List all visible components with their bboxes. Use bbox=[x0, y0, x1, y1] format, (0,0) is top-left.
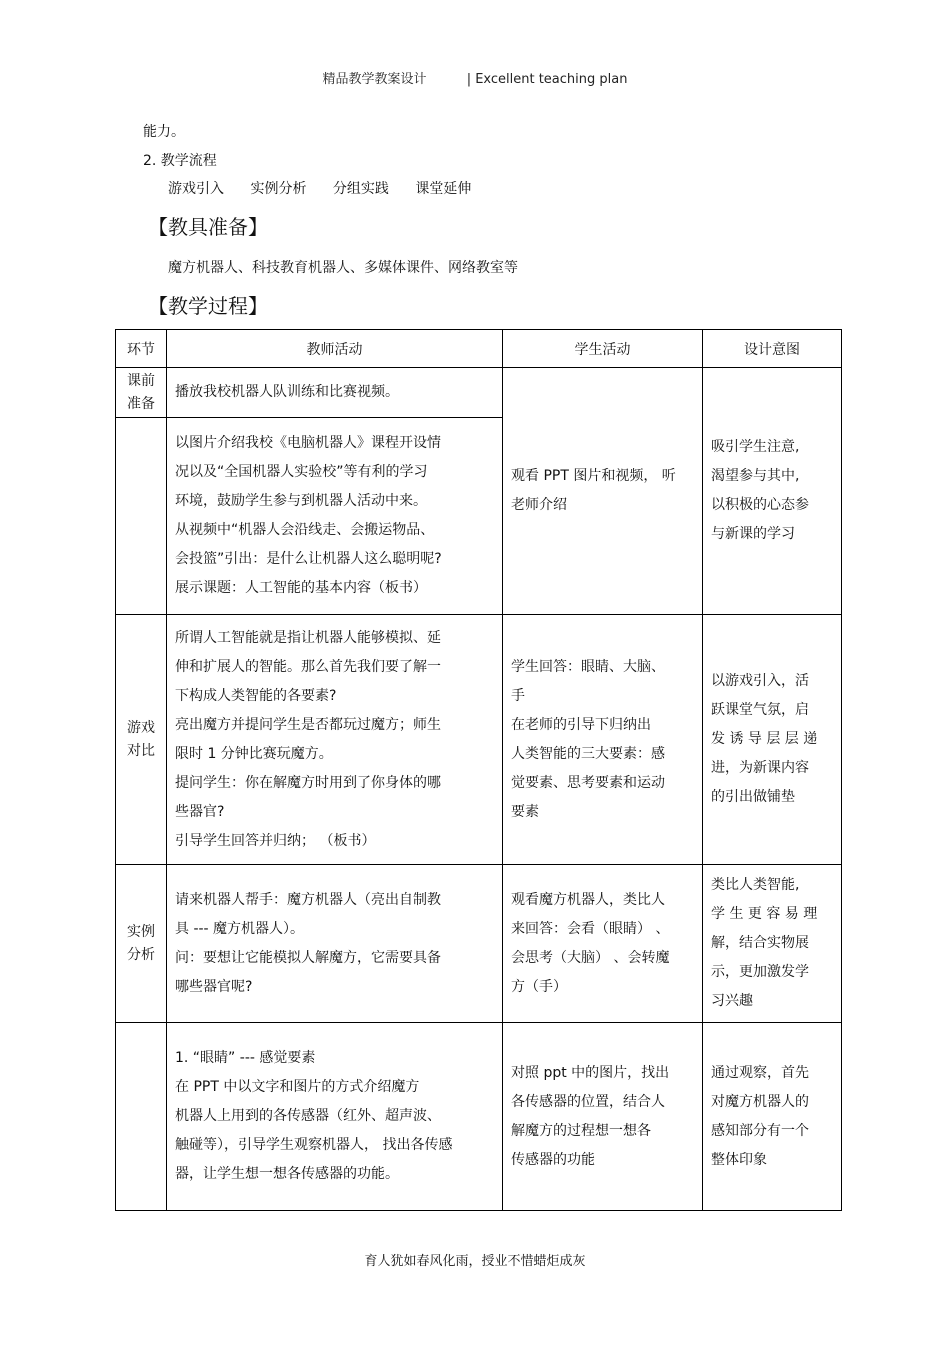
page-header bbox=[0, 68, 950, 87]
stage-cell bbox=[116, 1023, 167, 1211]
header-title-cn: 精品教学教案设计 bbox=[322, 72, 427, 87]
intro-tail-text: 能力。 bbox=[143, 124, 185, 140]
lesson-process-table bbox=[115, 329, 842, 1211]
stage-cell: 实例 分析 bbox=[116, 865, 167, 1023]
student-activity-cell: 观看 PPT 图片和视频， 听 老师介绍 bbox=[503, 368, 703, 615]
student-activity-cell: 学生回答：眼睛、大脑、 手 在老师的引导下归纳出 人类智能的三大要素：感 觉要素、思考要素和运动 要素 bbox=[503, 615, 703, 865]
equipment-text: 魔方机器人、科技教育机器人、多媒体课件、网络教室等 bbox=[168, 260, 518, 276]
flow-step: 游戏引入 bbox=[168, 181, 224, 197]
table-row bbox=[116, 615, 842, 865]
teacher-activity-cell: 以图片介绍我校《电脑机器人》课程开设情 况以及“全国机器人实验校”等有利的学习 环境，鼓励学生参与到机器人活动中来。 从视频中“机器人会沿线走、会搬运物品、 会投篮”引出：是什么让机器人这么聪明呢? 展示课题：人工智能的基本内容（板书） bbox=[167, 418, 503, 615]
design-intent-cell: 吸引学生注意, 渴望参与其中, 以积极的心态参 与新课的学习 bbox=[703, 368, 842, 615]
flow-step: 分组实践 bbox=[332, 181, 389, 197]
teacher-activity-cell: 1. “眼睛” --- 感觉要素 在 PPT 中以文字和图片的方式介绍魔方 机器人上用到的各传感器（红外、超声波、 触碰等），引导学生观察机器人， 找出各传感 器，让学生想一想各传感器的功能。 bbox=[167, 1023, 503, 1211]
column-header: 环节 bbox=[116, 330, 167, 368]
table-row bbox=[116, 368, 842, 418]
flow-step: 课堂延伸 bbox=[415, 181, 472, 197]
design-intent-cell: 类比人类智能, 学 生 更 容 易 理 解，结合实物展 示，更加激发学 习兴趣 bbox=[703, 865, 842, 1023]
teacher-activity-cell: 播放我校机器人队训练和比赛视频。 bbox=[167, 368, 503, 418]
teacher-activity-cell: 所谓人工智能就是指让机器人能够模拟、延 伸和扩展人的智能。那么首先我们要了解一 下构成人类智能的各要素? 亮出魔方并提问学生是否都玩过魔方；师生 限时 1 分钟比赛玩魔方。 提问学生：你在解魔方时用到了你身体的哪 些器官? 引导学生回答并归纳； （板书） bbox=[167, 615, 503, 865]
design-intent-cell: 以游戏引入，活 跃课堂气氛，启 发 诱 导 层 层 递 进，为新课内容 的引出做铺垫 bbox=[703, 615, 842, 865]
table-header-row bbox=[116, 330, 842, 368]
stage-cell: 课前 准备 bbox=[116, 368, 167, 418]
column-header: 设计意图 bbox=[703, 330, 842, 368]
column-header: 教师活动 bbox=[167, 330, 503, 368]
column-header: 学生活动 bbox=[503, 330, 703, 368]
design-intent-cell: 通过观察，首先 对魔方机器人的 感知部分有一个 整体印象 bbox=[703, 1023, 842, 1211]
page-footer: 育人犹如春风化雨，授业不惜蜡炬成灰 bbox=[364, 1254, 586, 1269]
process-heading: 【教学过程】 bbox=[148, 294, 268, 318]
stage-cell: 游戏 对比 bbox=[116, 615, 167, 865]
header-title-en: | Excellent teaching plan bbox=[466, 72, 628, 87]
flow-steps bbox=[168, 178, 493, 198]
teacher-activity-cell: 请来机器人帮手：魔方机器人（亮出自制教 具 --- 魔方机器人）。 问：要想让它能模拟人解魔方，它需要具备 哪些器官呢? bbox=[167, 865, 503, 1023]
table-row bbox=[116, 865, 842, 1023]
flow-step: 实例分析 bbox=[250, 181, 307, 197]
stage-cell bbox=[116, 418, 167, 615]
table-row bbox=[116, 1023, 842, 1211]
student-activity-cell: 对照 ppt 中的图片，找出 各传感器的位置，结合人 解魔方的过程想一想各 传感器的功能 bbox=[503, 1023, 703, 1211]
flow-title: 2. 教学流程 bbox=[143, 153, 217, 169]
student-activity-cell: 观看魔方机器人，类比人 来回答：会看（眼睛） 、 会思考（大脑） 、会转魔 方（手） bbox=[503, 865, 703, 1023]
equipment-heading: 【教具准备】 bbox=[148, 215, 268, 239]
